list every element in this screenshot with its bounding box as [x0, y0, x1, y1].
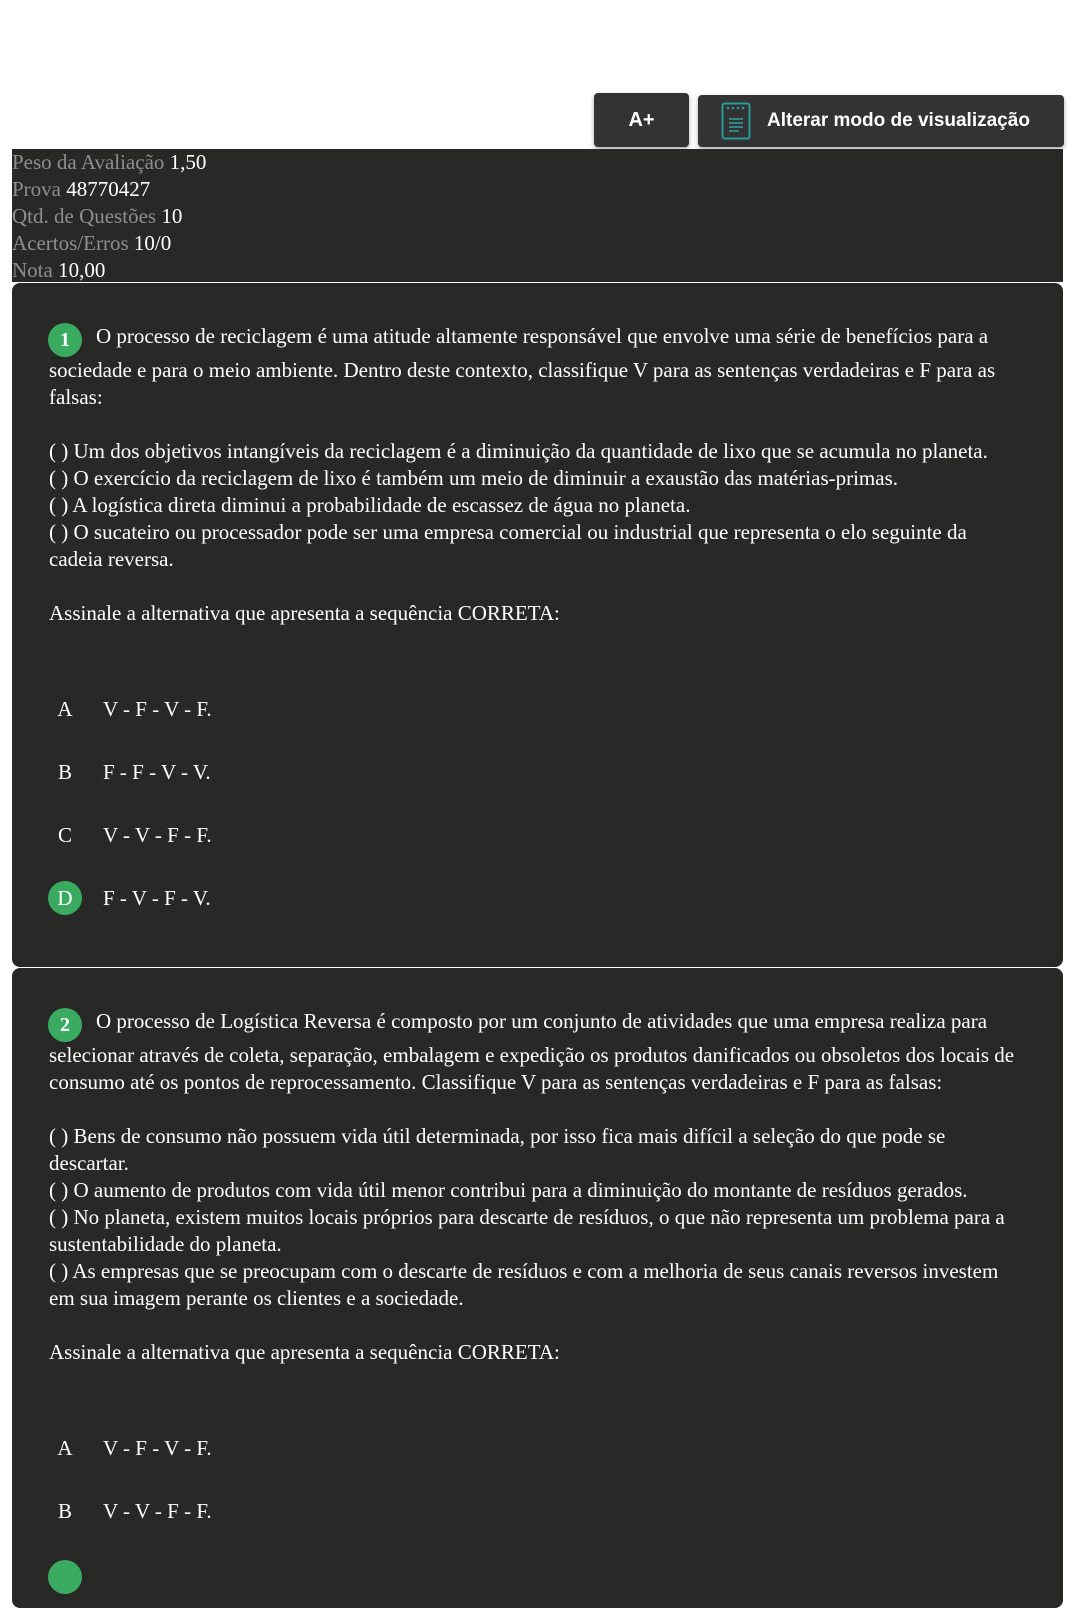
option-letter: B [57, 760, 72, 784]
weight-value: 1,50 [169, 150, 207, 174]
option-letter-correct: D [48, 881, 82, 915]
option-c[interactable] [48, 818, 212, 852]
option-b[interactable] [48, 1494, 212, 1528]
option-letter: B [57, 1499, 72, 1523]
statement: ( ) As empresas que se preocupam com o descarte de resíduos e com a melhoria de seus canais reversos investem em sua imagem perante os clientes e a sociedade. [49, 1259, 999, 1310]
summary-hits [12, 230, 1063, 257]
hits-value: 10/0 [133, 231, 172, 255]
option-text: V - F - V - F. [103, 696, 212, 721]
summary-exam [12, 176, 1063, 203]
question-card-2 [12, 968, 1063, 1608]
option-b[interactable] [48, 755, 211, 789]
option-text: V - V - F - F. [103, 1498, 212, 1523]
summary-grade [12, 257, 1063, 284]
hits-label: Acertos/Erros [12, 231, 129, 255]
option-text: V - V - F - F. [103, 822, 212, 847]
exam-value: 48770427 [66, 177, 151, 201]
option-badge-partial [48, 1560, 82, 1594]
option-letter: A [57, 1436, 73, 1460]
option-text: F - F - V - V. [103, 759, 211, 784]
exam-summary [12, 149, 1063, 282]
question-intro [49, 323, 1024, 411]
statement: ( ) A logística direta diminui a probabilidade de escassez de água no planeta. [49, 493, 691, 517]
option-a[interactable] [48, 692, 212, 726]
option-text: V - F - V - F. [103, 1435, 212, 1460]
statement: ( ) O sucateiro ou processador pode ser uma empresa comercial ou industrial que representa o elo seguinte da cadeia reversa. [49, 520, 967, 571]
font-size-button[interactable]: A+ [594, 93, 689, 147]
summary-questions [12, 203, 1063, 230]
questions-value: 10 [161, 204, 183, 228]
option-a[interactable] [48, 1431, 212, 1465]
statement: ( ) Um dos objetivos intangíveis da reciclagem é a diminuição da quantidade de lixo que se acumula no planeta. [49, 439, 988, 463]
question-number-badge: 1 [48, 323, 82, 357]
question-prompt: Assinale a alternativa que apresenta a sequência CORRETA: [49, 1340, 560, 1364]
view-mode-button[interactable] [698, 95, 1064, 147]
statement: ( ) No planeta, existem muitos locais próprios para descarte de resíduos, o que não representa um problema para a sustentabilidade do planeta. [49, 1205, 1005, 1256]
statement: ( ) O exercício da reciclagem de lixo é também um meio de diminuir a exaustão das matérias-primas. [49, 466, 899, 490]
question-number-badge: 2 [48, 1008, 82, 1042]
question-card-1 [12, 283, 1063, 967]
option-letter: C [57, 823, 72, 847]
question-intro [49, 1008, 1024, 1096]
option-letter: A [57, 697, 73, 721]
option-d-correct[interactable] [48, 881, 211, 915]
statement: ( ) Bens de consumo não possuem vida útil determinada, por isso fica mais difícil a seleção do que pode se descartar. [49, 1124, 946, 1175]
grade-label: Nota [12, 258, 53, 282]
question-prompt: Assinale a alternativa que apresenta a sequência CORRETA: [49, 601, 560, 625]
questions-label: Qtd. de Questões [12, 204, 157, 228]
question-body [49, 323, 1024, 627]
summary-weight [12, 149, 1063, 176]
view-mode-label: Alterar modo de visualização [767, 110, 1030, 131]
toolbar [0, 93, 1078, 149]
weight-label: Peso da Avaliação [12, 150, 165, 174]
exam-label: Prova [12, 177, 61, 201]
question-intro-text: O processo de reciclagem é uma atitude altamente responsável que envolve uma série de benefícios para a sociedade e para o meio ambiente. Dentro deste contexto, classifique V para as sentenças verdadeiras e F para as falsas: [49, 324, 996, 409]
option-text: F - V - F - V. [103, 885, 211, 910]
statement: ( ) O aumento de produtos com vida útil menor contribui para a diminuição do montante de resíduos gerados. [49, 1178, 968, 1202]
question-intro-text: O processo de Logística Reversa é composto por um conjunto de atividades que uma empresa realiza para selecionar através de coleta, separação, embalagem e expedição os produtos danificados ou obsoletos dos locais de consumo até os pontos de reprocessamento. Classifique V para as sentenças verdadeiras e F para as falsas: [49, 1009, 1015, 1094]
grade-value: 10,00 [58, 258, 106, 282]
question-body [49, 1008, 1024, 1366]
document-view-icon [721, 102, 751, 140]
